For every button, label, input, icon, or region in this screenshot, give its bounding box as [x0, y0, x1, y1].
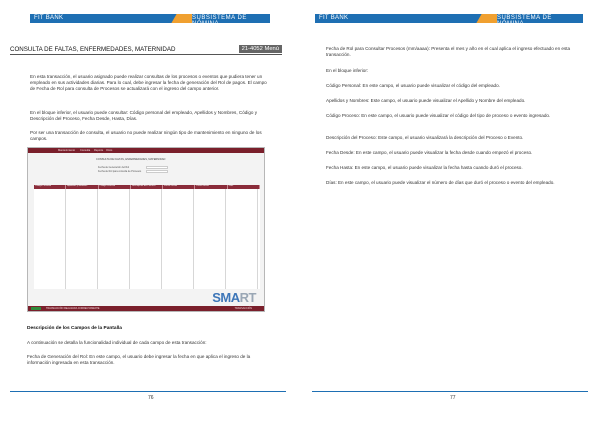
column-header: Apellidos y Nombres — [66, 185, 98, 189]
status-icon — [31, 307, 41, 310]
field-description: Fecha de Generación del Rol: En este campo, el usuario debe ingresar la fecha en que aplica el ingreso de la información ingresada en esta transacción. — [27, 354, 251, 365]
paragraph: Código Proceso: En este campo, el usuario puede visualizar el código del tipo de proceso o evento ingresado. — [326, 113, 551, 118]
menu-item: Reporte — [94, 149, 104, 152]
intro-paragraph: En esta transacción, el usuario asignado puede realizar consultas de los procesos o eventos que pudiera tener un empleado en sus actividades diarias. Para lo cual, debe ingresar la fecha de generación del Rol de pagos. El campo de Fecha de Rol para consulta de Procesos se actualizará con el ingreso del campo anterior. — [30, 74, 267, 91]
screenshot-menu-bar — [28, 148, 264, 153]
page-number: 77 — [450, 395, 456, 401]
menu-item: Mantenimiento — [58, 149, 76, 152]
section-heading — [10, 46, 282, 55]
document-page-right — [300, 0, 600, 424]
column-header: Descripción del Proceso — [131, 185, 163, 189]
page-header-banner — [315, 14, 583, 27]
transaction-code: 21-4052 Menú — [239, 45, 282, 53]
page-footer-line — [312, 391, 588, 392]
paragraph: Días: En este campo, el usuario puede visualizar el número de días que duró el proceso o evento del empleado. — [326, 180, 555, 185]
smart-logo: SMART — [212, 290, 256, 305]
transaction-screenshot — [27, 147, 265, 312]
fields-section-intro: A continuación se detalla la funcionalidad individual de cada campo de esta transacción: — [27, 340, 207, 345]
note-paragraph: Por ser una transacción de consulta, el usuario no puede realizar ningún tipo de mantenimiento en ninguno de los campos. — [30, 130, 262, 141]
brand-name: FIT BANK — [34, 15, 64, 21]
column-header: Fecha Desde — [163, 185, 195, 189]
page-number: 76 — [148, 395, 154, 401]
subsystem-name: SUBSISTEMA DE NÓMINA — [497, 15, 552, 27]
paragraph: Fecha Desde: En este campo, el usuario puede visualizar la fecha desde cuando empezó el proceso. — [326, 150, 533, 155]
fields-section-title: Descripción de los Campos de la Pantalla — [27, 326, 122, 331]
paragraph: En el bloque inferior: — [326, 68, 369, 73]
period-field — [146, 170, 168, 173]
screenshot-table-body — [34, 189, 260, 289]
block-paragraph: En el bloque inferior, el usuario puede consultar: Código personal del empleado, Apellidos y Nombres, Código y Descripción del Proceso, Fecha Desde, Hasta, Días. — [30, 110, 258, 121]
column-header: Código Personal — [34, 185, 66, 189]
form-label: Fecha de Generación del Rol — [98, 166, 130, 169]
date-field — [146, 166, 168, 169]
column-header: Días — [228, 185, 260, 189]
form-label: Fecha de Rol para consulta de Procesos — [98, 170, 142, 173]
column-header: Código Proceso — [99, 185, 131, 189]
status-label: TRANSACCIÓN — [234, 307, 252, 310]
page-footer-line — [10, 391, 286, 392]
paragraph: Código Personal: En este campo, el usuario puede visualizar el código del empleado. — [326, 83, 500, 88]
screenshot-panel-title: CONSULTA DE FALTAS, ENFERMEDADES, MATERNIDAD — [96, 158, 166, 161]
status-message: TRANSACCIÓN REALIZADA CORRECTAMENTE — [46, 307, 100, 310]
paragraph: Descripción del Proceso: Este campo, el usuario visualizará la descripción del Proceso o Evento. — [326, 135, 524, 140]
brand-name: FIT BANK — [319, 15, 349, 21]
column-header: Fecha Hasta — [195, 185, 227, 189]
page-title: CONSULTA DE FALTAS, ENFERMEDADES, MATERNIDAD — [10, 46, 176, 53]
subsystem-name: SUBSISTEMA DE NÓMINA — [192, 15, 247, 27]
paragraph: Fecha Hasta: En este campo, el usuario puede visualizar la fecha hasta cuando duró el proceso. — [326, 165, 523, 170]
screenshot-status-bar — [28, 306, 264, 311]
menu-item: Otros — [106, 149, 113, 152]
page-header-banner — [30, 14, 270, 27]
menu-item: Consulta — [80, 149, 91, 152]
paragraph: Fecha de Rol para Consultar Procesos (mm/aaaa): Presenta el mes y año en el cual aplica el ingreso efectuado en esta transacción. — [326, 46, 571, 57]
paragraph: Apellidos y Nombres: Este campo, el usuario puede visualizar el Apellido y Nombre del empleado. — [326, 98, 526, 103]
